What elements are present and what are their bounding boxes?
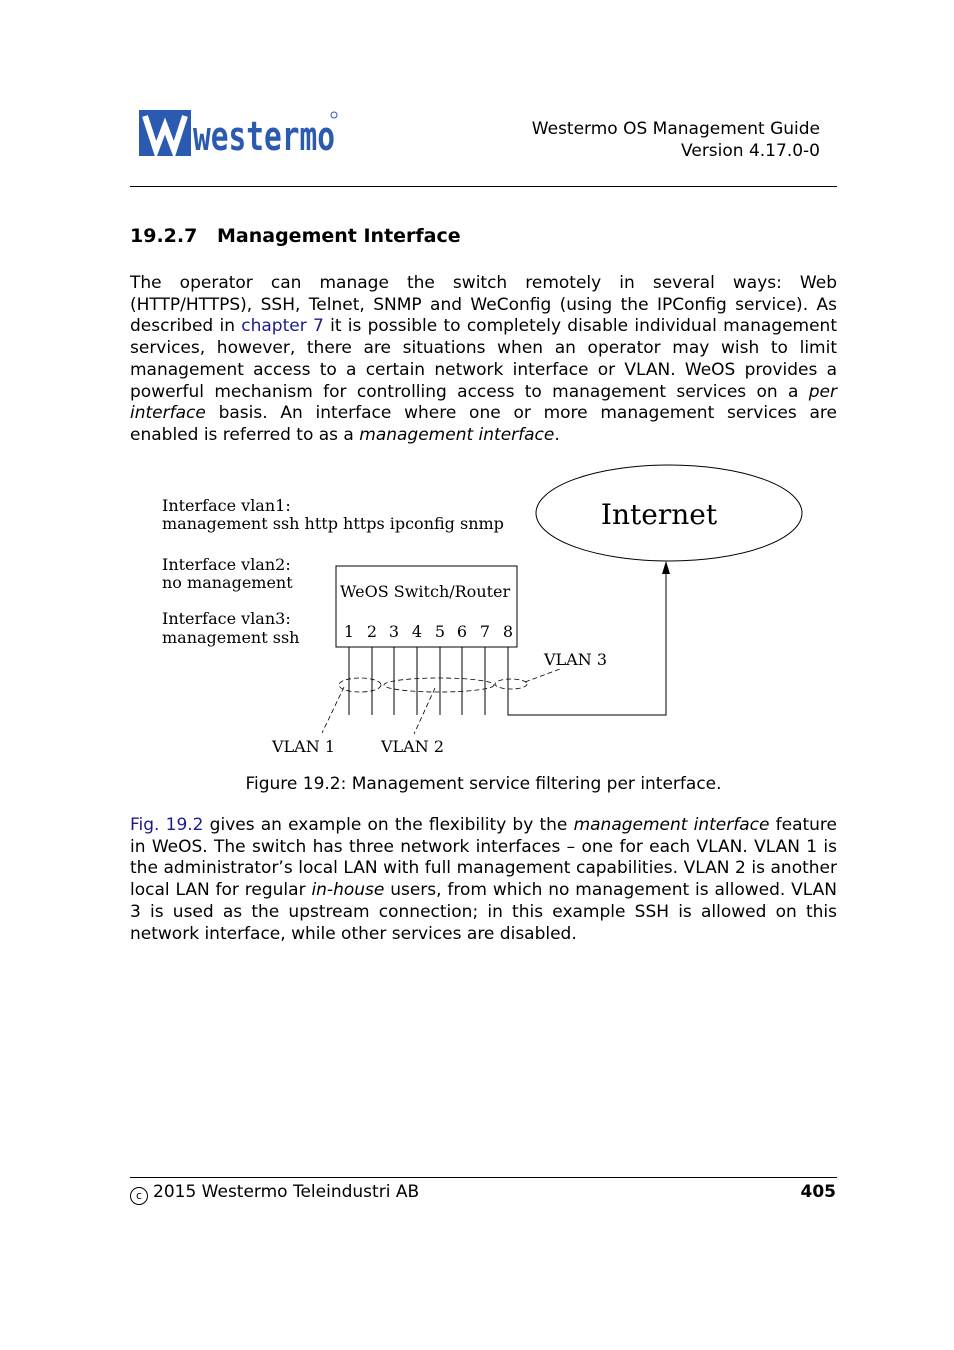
vlan3-pointer [525,669,560,682]
copyright-text: 2015 Westermo Teleindustri AB [153,1182,420,1202]
para1-text-3: basis. An interface where one or more management services are enabled is referred to as a [130,403,837,445]
footer-divider [130,1177,837,1178]
header-divider [130,186,837,187]
para2-text-1: gives an example on the flexibility by the [203,815,574,835]
figure-link[interactable]: Fig. 19.2 [130,815,204,835]
port-label-1: 1 [343,622,355,641]
uplink-arrowhead [662,561,670,574]
para2-text-3: users, from which no management is allowed. VLAN 3 is used as the upstream connection; in this example SSH is allowed on this network interface, while other services are disabled. [130,880,837,944]
port-label-4: 4 [411,622,423,641]
figure-diagram [130,460,837,765]
vlan3-interface-title: Interface vlan3: [162,609,291,628]
westermo-logo [139,110,339,158]
para1-text-4: . [554,424,560,445]
vlan3-label: VLAN 3 [544,650,607,669]
vlan1-interface-title: Interface vlan1: [162,496,291,515]
guide-version: Version 4.17.0-0 [681,141,820,161]
chapter-link[interactable]: chapter 7 [241,316,324,337]
vlan3-group-ellipse [495,679,527,689]
vlan1-group-ellipse [339,678,381,692]
vlan1-pointer [322,687,344,733]
vlan2-group-ellipse [384,678,494,692]
port-label-8: 8 [502,622,514,641]
vlan1-label: VLAN 1 [272,737,335,756]
logo-wordmark: westermo [193,114,335,160]
vlan2-label: VLAN 2 [381,737,444,756]
figure-caption: Figure 19.2: Management service filtering per interface. [245,774,722,794]
section-title: Management Interface [217,225,461,247]
figure-explanation-paragraph [130,815,837,945]
para1-emphasis-1: per interface [130,381,837,424]
intro-paragraph [130,273,837,447]
port-label-3: 3 [388,622,400,641]
guide-title: Westermo OS Management Guide [531,119,820,139]
copyright-icon: c [130,1187,148,1205]
page-number: 405 [800,1182,836,1202]
footer-copyright [130,1182,419,1205]
para2-emphasis-1: management interface [573,815,770,835]
switch-label: WeOS Switch/Router [340,582,511,601]
vlan1-interface-desc: management ssh http https ipconfig snmp [162,514,504,533]
vlan3-interface-desc: management ssh [162,628,300,647]
uplink-line [508,564,666,715]
internet-label: Internet [600,498,718,531]
section-number: 19.2.7 [130,225,198,247]
section-heading [130,225,461,247]
para1-emphasis-2: management interface [359,424,555,445]
vlan2-interface-title: Interface vlan2: [162,555,291,574]
port-label-6: 6 [456,622,468,641]
port-label-5: 5 [434,622,446,641]
port-label-7: 7 [479,622,491,641]
vlan2-interface-desc: no management [162,573,293,592]
para2-text-2: feature in WeOS. The switch has three network interfaces – one for each VLAN. VLAN 1 is the administrator’s local LAN with full management capabilities. VLAN 2 is another local LAN for regular [130,815,838,901]
running-header [532,118,820,162]
para1-text-1: The operator can manage the switch remotely in several ways: Web (HTTP/HTTPS), SSH, Telnet, SNMP and WeConfig (using the IPConfig service). As described in [130,273,837,337]
para1-text-2: it is possible to completely disable individual management services, however, there are situations when an operator may wish to limit management access to a certain network interface or VLAN. WeOS provides a powerful mechanism for controlling access to management services on a [130,316,837,402]
port-label-2: 2 [366,622,378,641]
para2-emphasis-2: in-house [311,880,385,901]
